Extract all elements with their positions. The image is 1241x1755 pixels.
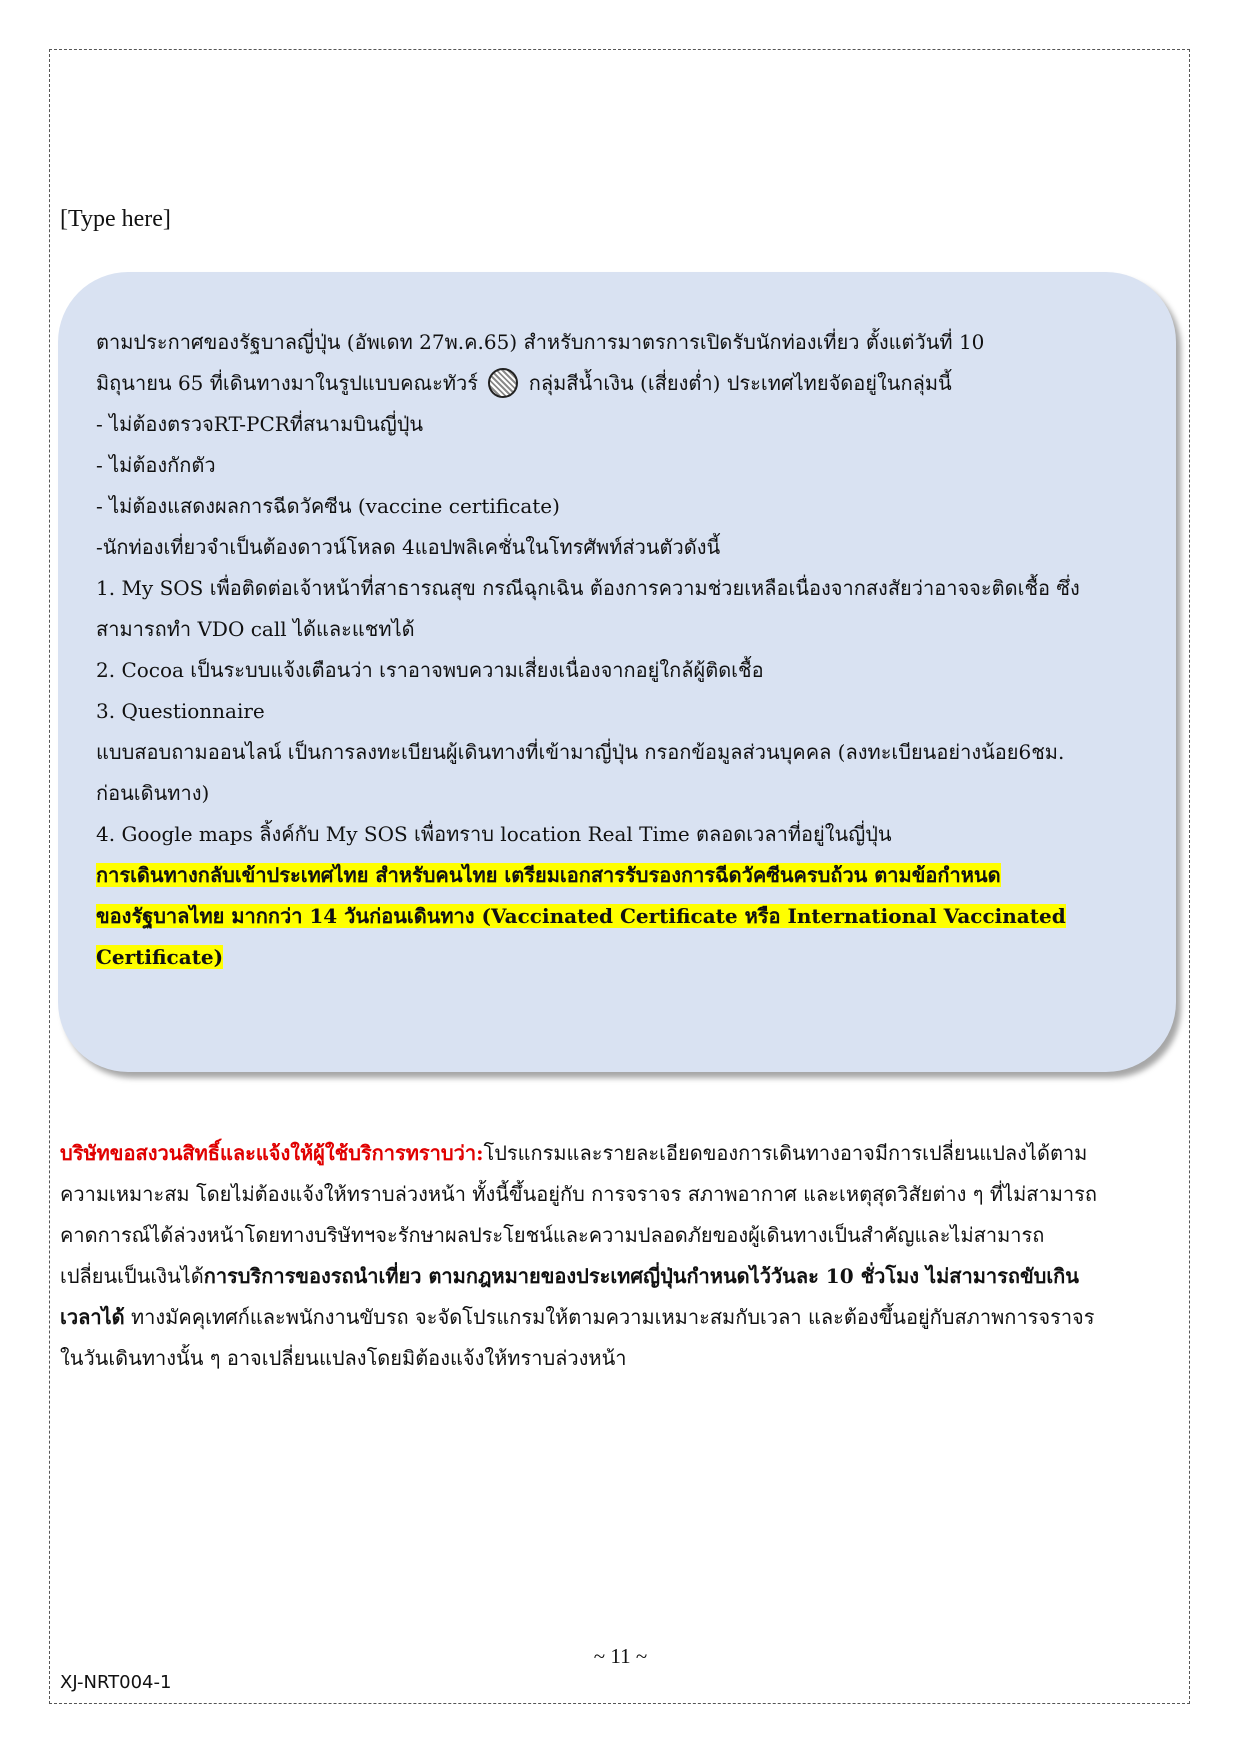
- questionnaire-desc-line-2: ก่อนเดินทาง): [96, 781, 210, 805]
- notice-line-2: ความเหมาะสม โดยไม่ต้องแจ้งให้ทราบล่วงหน้า ทั้งนี้ขึ้นอยู่กับ การจราจร สภาพอากาศ และเหตุสุดวิสัยต่าง ๆ ที่ไม่สามารถ: [60, 1182, 1097, 1206]
- questionnaire-desc-line-1: แบบสอบถามออนไลน์ เป็นการลงทะเบียนผู้เดินทางที่เข้ามาญี่ปุ่น กรอกข้อมูลส่วนบุคคล (ลงทะเบียนอย่างน้อย6ชม.: [96, 740, 1065, 764]
- notice-line-5-bold: เวลาได้: [60, 1305, 125, 1329]
- notice-line-5-rest: ทางมัคคุเทศก์และพนักงานขับรถ จะจัดโปรแกรมให้ตามความเหมาะสมกับเวลา และต้องขึ้นอยู่กับสภาพการจราจร: [124, 1305, 1095, 1329]
- notice-line-4: [60, 1256, 1180, 1297]
- header-placeholder: [Type here]: [60, 206, 171, 232]
- blue-group-hatched-circle-icon: [488, 368, 518, 398]
- travel-info-box: [58, 272, 1176, 1072]
- intro-line-2: [96, 363, 1136, 404]
- intro-line-2-after: กลุ่มสีน้ำเงิน (เสี่ยงต่ำ) ประเทศไทยจัดอยู่ในกลุ่มนี้: [528, 371, 952, 395]
- app-my-sos-line-1: 1. My SOS เพื่อติดต่อเจ้าหน้าที่สาธารณสุข กรณีฉุกเฉิน ต้องการความช่วยเหลือเนื่องจากสงสัยว่าอาจจะติดเชื้อ ซึ่ง: [96, 576, 1080, 600]
- return-notice-line-1: การเดินทางกลับเข้าประเทศไทย สำหรับคนไทย เตรียมเอกสารรับรองการฉีดวัคซีนครบถ้วน ตามข้อกำหนด: [96, 863, 1001, 887]
- requirement-no-vaccine-cert: - ไม่ต้องแสดงผลการฉีดวัคซีน (vaccine certificate): [96, 494, 560, 518]
- intro-line-1: ตามประกาศของรัฐบาลญี่ปุ่น (อัพเดท 27พ.ค.65) สำหรับการมาตรการเปิดรับนักท่องเที่ยว ตั้งแต่วันที่ 10: [96, 330, 985, 354]
- intro-line-2-before: มิถุนายน 65 ที่เดินทางมาในรูปแบบคณะทัวร์: [96, 371, 479, 395]
- document-code: XJ-NRT004-1: [60, 1672, 172, 1693]
- app-my-sos-line-2: สามารถทำ VDO call ได้และแชทได้: [96, 617, 415, 641]
- requirement-apps: -นักท่องเที่ยวจำเป็นต้องดาวน์โหลด 4แอปพลิเคชั่นในโทรศัพท์ส่วนตัวดังนี้: [96, 535, 721, 559]
- requirement-no-rtpcr: - ไม่ต้องตรวจRT-PCRที่สนามบินญี่ปุ่น: [96, 412, 424, 436]
- notice-line-4-bold: การบริการของรถนำเที่ยว ตามกฎหมายของประเทศญี่ปุ่นกำหนดไว้วันละ 10 ชั่วโมง ไม่สามารถขับเกิน: [203, 1264, 1079, 1288]
- app-cocoa: 2. Cocoa เป็นระบบแจ้งเตือนว่า เราอาจพบความเสี่ยงเนื่องจากอยู่ใกล้ผู้ติดเชื้อ: [96, 658, 764, 682]
- notice-line-5: [60, 1297, 1180, 1338]
- page-number: ~ 11 ~: [593, 1644, 648, 1668]
- notice-line-1: [60, 1133, 1180, 1174]
- return-notice-line-3: Certificate): [96, 945, 224, 969]
- notice-line-1-rest: โปรแกรมและรายละเอียดของการเดินทางอาจมีการเปลี่ยนแปลงได้ตาม: [483, 1141, 1088, 1165]
- notice-line-6: ในวันเดินทางนั้น ๆ อาจเปลี่ยนแปลงโดยมิต้องแจ้งให้ทราบล่วงหน้า: [60, 1346, 627, 1370]
- return-notice-line-2: ของรัฐบาลไทย มากกว่า 14 วันก่อนเดินทาง (Vaccinated Certificate หรือ International Vaccinated: [96, 904, 1066, 928]
- app-google-maps: 4. Google maps ลิ้งค์กับ My SOS เพื่อทราบ location Real Time ตลอดเวลาที่อยู่ในญี่ปุ่น: [96, 822, 892, 846]
- notice-line-4-normal: เปลี่ยนเป็นเงินได้: [60, 1264, 204, 1288]
- notice-line-3: คาดการณ์ได้ล่วงหน้าโดยทางบริษัทฯจะรักษาผลประโยชน์และความปลอดภัยของผู้เดินทางเป็นสำคัญและไม่สามารถ: [60, 1223, 1045, 1247]
- requirement-no-quarantine: - ไม่ต้องกักตัว: [96, 453, 216, 477]
- app-questionnaire: 3. Questionnaire: [96, 699, 265, 723]
- notice-title: บริษัทขอสงวนสิทธิ์และแจ้งให้ผู้ใช้บริการทราบว่า:: [60, 1141, 484, 1165]
- company-notice: [60, 1133, 1180, 1379]
